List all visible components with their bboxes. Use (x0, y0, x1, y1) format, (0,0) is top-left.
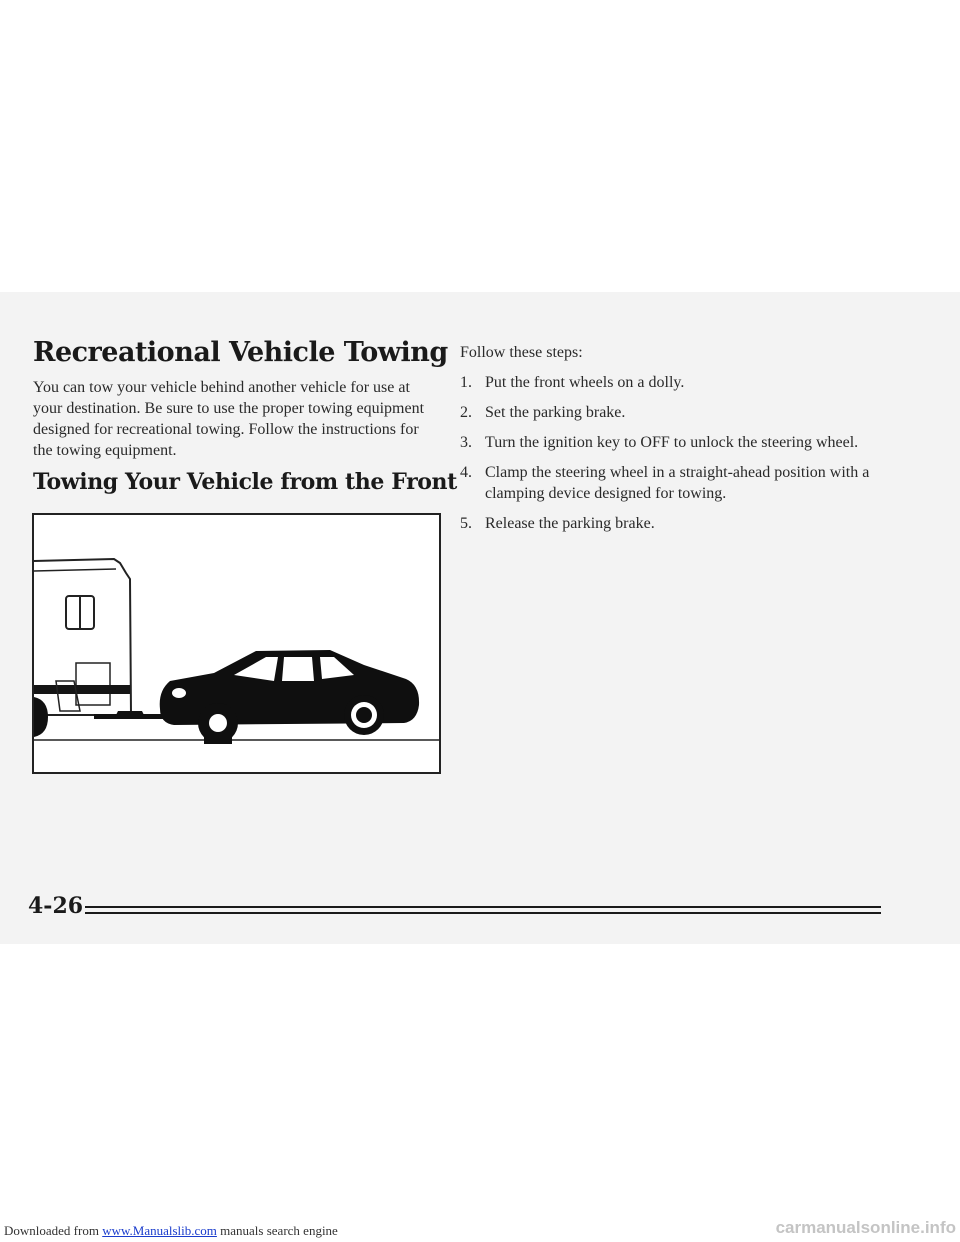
step-text: Set the parking brake. (485, 404, 626, 421)
step-text: Put the front wheels on a dolly. (485, 374, 685, 391)
list-item (460, 513, 900, 534)
list-item (460, 402, 900, 423)
intro-paragraph: You can tow your vehicle behind another vehicle for use at your destination. Be sure to use the proper towing equipment designed for recreational towing. Follow the instructions for the towing equipment. (33, 379, 425, 459)
steps-intro: Follow these steps: (460, 344, 583, 361)
rv-towing-car-drawing (34, 515, 439, 772)
step-number: 1. (460, 374, 472, 391)
download-note (4, 1223, 338, 1239)
rv-bumper (34, 685, 130, 694)
footer-rule (85, 906, 881, 908)
steps-list (460, 372, 900, 534)
step-number: 3. (460, 434, 472, 451)
step-text: Release the parking brake. (485, 515, 655, 532)
step-number: 4. (460, 464, 472, 481)
page-number: 4-26 (28, 893, 84, 919)
watermark: carmanualsonline.info (775, 1218, 956, 1237)
car-headlight (172, 688, 186, 698)
section-heading: Recreational Vehicle Towing (33, 337, 448, 368)
rv-wheel (34, 697, 48, 737)
footer-rule (85, 912, 881, 914)
step-number: 2. (460, 404, 472, 421)
dolly-base (204, 737, 232, 744)
car-window-mid (282, 657, 314, 681)
list-item (460, 462, 900, 504)
subsection-heading: Towing Your Vehicle from the Front (33, 469, 457, 495)
rv-roof-line (34, 569, 116, 571)
towing-illustration (32, 513, 441, 774)
step-text: Turn the ignition key to OFF to unlock the steering wheel. (485, 434, 859, 451)
list-item (460, 372, 900, 393)
steps-column (460, 342, 900, 543)
list-item (460, 432, 900, 453)
manualslib-link[interactable]: www.Manualslib.com (102, 1223, 217, 1238)
rv-panel (76, 663, 110, 705)
step-number: 5. (460, 515, 472, 532)
download-note-prefix: Downloaded from (4, 1223, 103, 1238)
download-note-suffix: manuals search engine (216, 1223, 338, 1238)
step-text: Clamp the steering wheel in a straight-ahead position with a clamping device designed for towing. (485, 464, 870, 502)
